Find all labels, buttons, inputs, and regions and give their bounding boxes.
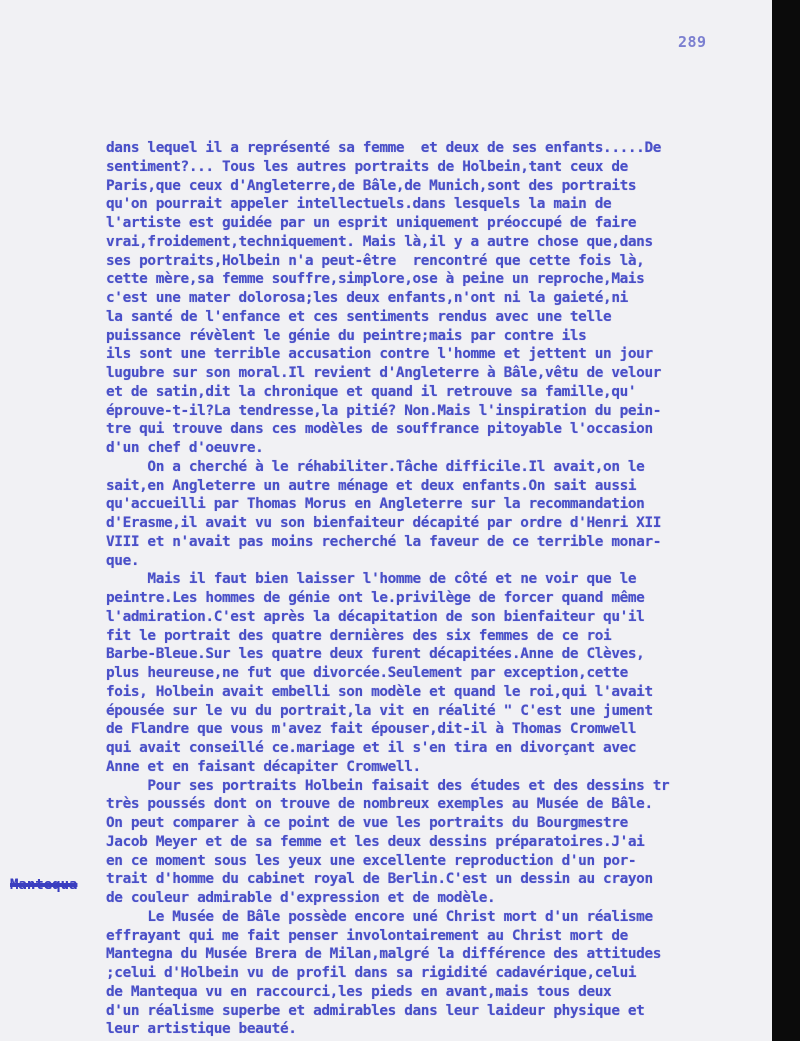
text-line: en ce moment sous les yeux une excellente reproduction d'un por-: [106, 852, 637, 869]
text-line: lugubre sur son moral.Il revient d'Angleterre à Bâle,vêtu de velour: [106, 365, 662, 381]
typed-text-body: [106, 139, 772, 1039]
text-line: fit le portrait des quatre dernières des six femmes de ce roi: [106, 627, 612, 644]
text-line: trait d'homme du cabinet royal de Berlin.C'est un dessin au crayon: [106, 871, 653, 888]
text-line: l'admiration.C'est après la décapitation de son bienfaiteur qu'il: [106, 608, 645, 625]
text-line: de Flandre que vous m'avez fait épouser,dit-il à Thomas Cromwell: [106, 721, 637, 738]
text-line: ;celui d'Holbein vu de profil dans sa rigidité cadavérique,celui: [106, 965, 637, 981]
text-line: d'un chef d'oeuvre.: [106, 440, 264, 456]
text-line: tre qui trouve dans ces modèles de souffrance pitoyable l'occasion: [106, 421, 653, 438]
text-line: On a cherché à le réhabiliter.Tâche difficile.Il avait,on le: [106, 458, 645, 475]
text-line: Jacob Meyer et de sa femme et les deux dessins préparatoires.J'ai: [106, 833, 645, 850]
text-line: sentiment?... Tous les autres portraits de Holbein,tant ceux de: [106, 158, 628, 175]
text-line: très poussés dont on trouve de nombreux exemples au Musée de Bâle.: [106, 796, 653, 813]
text-line: ses portraits,Holbein n'a peut-être rencontré que cette fois là,: [106, 252, 645, 269]
text-line: leur artistique beauté.: [106, 1021, 297, 1038]
text-line: ils sont une terrible accusation contre l'homme et jettent un jour: [106, 346, 653, 363]
text-line: d'Erasme,il avait vu son bienfaiteur décapité par ordre d'Henri XII: [106, 515, 662, 531]
text-line: qu'accueilli par Thomas Morus en Angleterre sur la recommandation: [106, 496, 645, 513]
text-line: que.: [106, 552, 140, 569]
text-line: VIII et n'avait pas moins recherché la faveur de ce terrible monar-: [106, 533, 662, 550]
text-line: dans lequel il a représenté sa femme et deux de ses enfants.....De: [106, 140, 662, 156]
text-line: qui avait conseillé ce.mariage et il s'en tira en divorçant avec: [106, 740, 637, 756]
text-line: vrai,froidement,techniquement. Mais là,il y a autre chose que,dans: [106, 233, 653, 250]
text-line: Anne et en faisant décapiter Cromwell.: [106, 758, 421, 775]
text-line: peintre.Les hommes de génie ont le.privilège de forcer quand même: [106, 590, 645, 606]
text-line: d'un réalisme superbe et admirables dans leur laideur physique et: [106, 1002, 645, 1019]
text-line: Mantegna du Musée Brera de Milan,malgré la différence des attitudes: [106, 946, 662, 963]
text-line: qu'on pourrait appeler intellectuels.dans lesquels la main de: [106, 196, 612, 213]
text-line: fois, Holbein avait embelli son modèle et quand le roi,qui l'avait: [106, 683, 653, 700]
text-line: de Mantequa vu en raccourci,les pieds en avant,mais tous deux: [106, 983, 612, 1000]
text-line: Paris,que ceux d'Angleterre,de Bâle,de Munich,sont des portraits: [106, 177, 637, 194]
page-number: 289: [678, 33, 707, 51]
text-line: cette mère,sa femme souffre,simplore,ose à peine un reproche,Mais: [106, 271, 645, 288]
text-line: Barbe-Bleue.Sur les quatre deux furent décapitées.Anne de Clèves,: [106, 646, 645, 663]
margin-note-struck: Mantequa: [10, 877, 78, 893]
text-line: de couleur admirable d'expression et de modèle.: [106, 890, 496, 906]
text-line: Le Musée de Bâle possède encore uné Christ mort d'un réalisme: [106, 908, 653, 925]
text-line: puissance révèlent le génie du peintre;mais par contre ils: [106, 327, 587, 344]
text-line: sait,en Angleterre un autre ménage et deux enfants.On sait aussi: [106, 477, 637, 494]
text-line: la santé de l'enfance et ces sentiments rendus avec une telle: [106, 308, 612, 325]
text-line: et de satin,dit la chronique et quand il retrouve sa famille,qu': [106, 383, 637, 400]
scan-dark-edge: [772, 0, 800, 1041]
text-line: l'artiste est guidée par un esprit uniquement préoccupé de faire: [106, 215, 637, 231]
text-line: effrayant qui me fait penser involontairement au Christ mort de: [106, 927, 628, 944]
text-line: Mais il faut bien laisser l'homme de côté et ne voir que le: [106, 571, 637, 588]
text-line: c'est une mater dolorosa;les deux enfants,n'ont ni la gaieté,ni: [106, 290, 628, 306]
text-line: éprouve-t-il?La tendresse,la pitié? Non.Mais l'inspiration du pein-: [106, 402, 662, 419]
text-line: On peut comparer à ce point de vue les portraits du Bourgmestre: [106, 815, 628, 831]
text-line: plus heureuse,ne fut que divorcée.Seulement par exception,cette: [106, 665, 628, 681]
text-line: Pour ses portraits Holbein faisait des études et des dessins tr: [106, 777, 670, 794]
text-line: épousée sur le vu du portrait,la vit en réalité " C'est une jument: [106, 702, 653, 719]
